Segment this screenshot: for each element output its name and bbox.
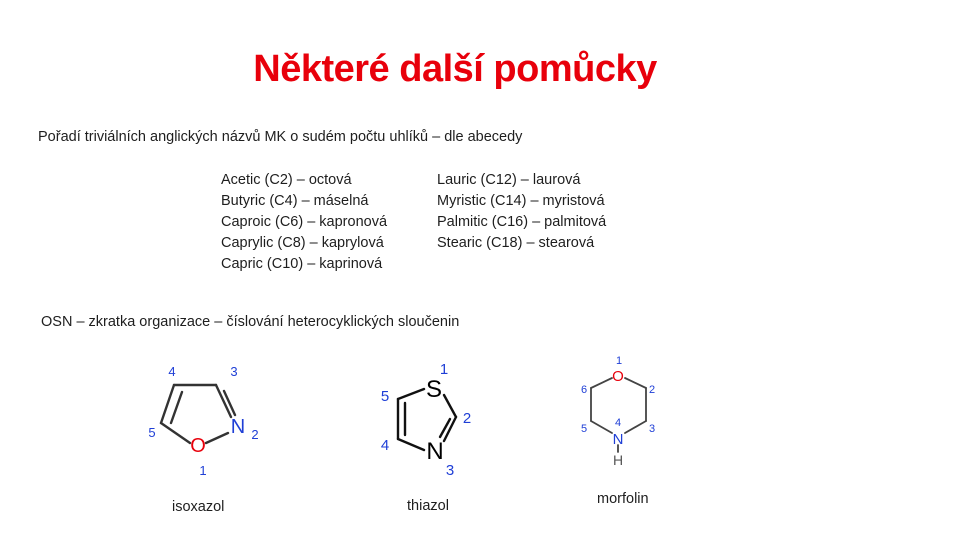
bond: [625, 421, 646, 433]
thiazol-caption: thiazol: [407, 498, 449, 514]
atom-n: N: [230, 416, 246, 438]
bond: [398, 439, 424, 450]
position-number: 2: [251, 427, 259, 442]
position-number: 1: [199, 463, 207, 478]
isoxazol-caption: isoxazol: [172, 499, 225, 515]
position-number: 4: [380, 437, 390, 454]
acid-item: Butyric (C4) – máselná: [221, 193, 369, 209]
position-number: 2: [462, 410, 472, 427]
position-number: 2: [648, 384, 656, 396]
bond: [171, 392, 182, 423]
thiazol-structure: [370, 355, 485, 480]
intro-text: Pořadí triviálních anglických názvů MK o sudém počtu uhlíků – dle abecedy: [38, 129, 523, 145]
acid-item: Capric (C10) – kaprinová: [221, 256, 383, 272]
acid-item: Lauric (C12) – laurová: [437, 172, 581, 188]
position-number: 1: [615, 355, 623, 367]
atom-n: N: [426, 438, 444, 465]
acid-item: Acetic (C2) – octová: [221, 172, 352, 188]
position-number: 4: [168, 364, 176, 379]
atom-o: O: [612, 368, 624, 385]
position-number: 4: [614, 417, 622, 429]
bond: [591, 378, 612, 388]
acids-list-right: [437, 170, 606, 254]
position-number: 3: [445, 462, 455, 479]
acid-item: Caproic (C6) – kapronová: [221, 214, 388, 230]
position-number: 6: [580, 384, 588, 396]
bond: [398, 389, 424, 399]
acid-item: Palmitic (C16) – palmitová: [437, 214, 607, 230]
atom-s: S: [425, 376, 443, 403]
bond: [206, 433, 228, 443]
position-number: 1: [439, 361, 449, 378]
position-number: 5: [380, 388, 390, 405]
acids-list-left: [221, 170, 387, 275]
bond: [444, 395, 456, 417]
isoxazol-structure: [140, 355, 270, 480]
acid-item: Myristic (C14) – myristová: [437, 193, 605, 209]
acid-item: Caprylic (C8) – kaprylová: [221, 235, 384, 251]
morfolin-caption: morfolin: [597, 491, 649, 507]
bond: [625, 378, 646, 388]
atom-n: N: [612, 431, 624, 448]
position-number: 3: [230, 364, 238, 379]
atom-o: O: [190, 435, 206, 457]
bond: [161, 423, 190, 443]
position-number: 3: [648, 423, 656, 435]
position-number: 5: [148, 425, 156, 440]
osn-text: OSN – zkratka organizace – číslování heterocyklických sloučenin: [41, 314, 460, 330]
bond: [591, 421, 612, 433]
morfolin-structure: [570, 348, 665, 473]
atom-h: H: [612, 452, 624, 468]
position-number: 5: [580, 423, 588, 435]
acid-item: Stearic (C18) – stearová: [437, 235, 595, 251]
slide-title: Některé další pomůcky: [253, 48, 657, 90]
